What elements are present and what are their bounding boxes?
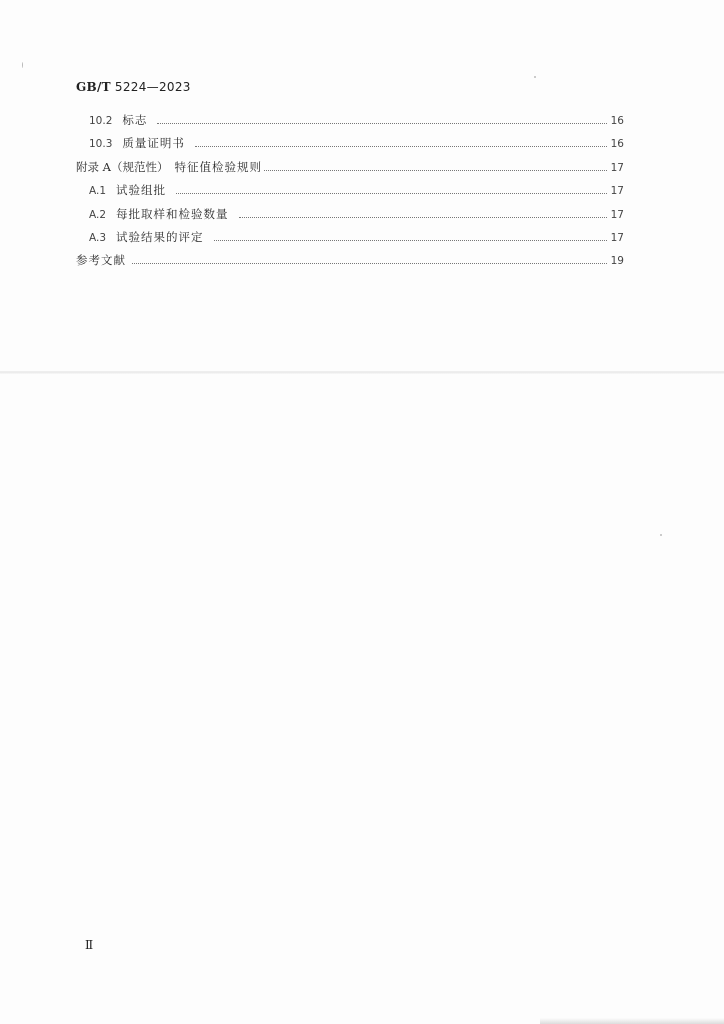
standard-header [76,80,191,94]
standard-code: GB/T [76,80,111,94]
toc-section-number: A.2 [89,208,107,221]
toc-title: 试验结果的评定 [116,229,204,244]
toc-title: 每批取样和检验数量 [116,206,229,221]
scan-speck [534,76,536,78]
toc-section-number: 参考文献 [76,253,126,268]
scan-speck [22,62,23,68]
toc-page-number: 17 [610,161,624,174]
toc-page-number: 17 [610,208,624,221]
toc-entry[interactable] [76,229,624,252]
toc-leader-dots [176,192,607,194]
toc-title: 质量证明书 [122,136,185,151]
toc-section-number: A.3 [89,231,107,244]
toc-section-number: A.1 [89,185,107,198]
toc-leader-dots [195,145,607,147]
toc-title: 试验组批 [116,183,167,198]
scan-speck [660,534,662,536]
scan-fold-line [0,371,724,374]
toc-leader-dots [157,122,607,124]
toc-page-number: 17 [610,231,624,244]
toc-entry[interactable] [76,135,624,158]
toc-entry[interactable] [76,159,624,182]
toc-title: 特征值检验规则 [174,159,262,174]
toc-entry[interactable] [76,182,624,205]
page-number: Ⅱ [85,938,94,952]
scan-edge-shadow [540,1018,724,1024]
toc-page-number: 16 [610,138,624,151]
standard-number: 5224—2023 [114,80,191,94]
toc-leader-dots [214,239,607,241]
toc-section-number: 10.2 [89,115,113,127]
toc-page-number: 19 [610,255,624,268]
toc-page-number: 16 [610,115,624,127]
table-of-contents [76,112,624,276]
toc-leader-dots [264,169,607,171]
toc-section-number: 10.3 [89,138,113,151]
toc-section-number: 附录 A（规范性） [76,159,169,174]
toc-entry[interactable] [76,112,624,135]
toc-leader-dots [239,216,607,218]
toc-title: 标志 [122,113,148,127]
toc-leader-dots [132,262,607,264]
toc-entry[interactable] [76,206,624,229]
toc-page-number: 17 [610,185,624,198]
toc-entry[interactable] [76,252,624,275]
